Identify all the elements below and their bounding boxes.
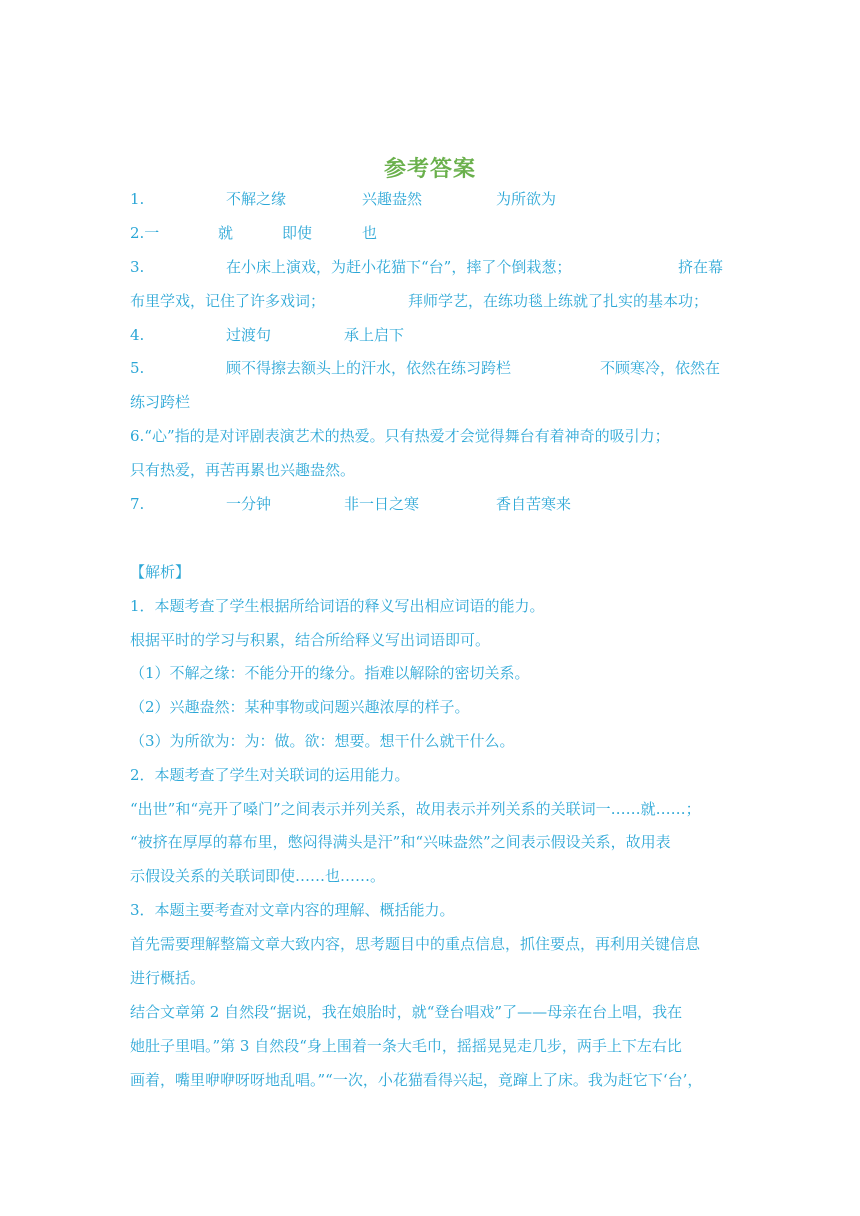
analysis-heading: 【解析】 [130,563,191,581]
analysis-line: “被挤在厚厚的幕布里，憋闷得满头是汗”和“兴味盎然”之间表示假设关系，故用表 [130,833,671,851]
answer-text: 一分钟 [226,495,272,513]
answer-text: 过渡句 [226,326,272,344]
analysis-line: 3．本题主要考查对文章内容的理解、概括能力。 [130,901,455,919]
answer-text: 拜师学艺，在练功毯上练就了扎实的基本功； [408,292,709,310]
analysis-line: 画着，嘴里咿咿呀呀地乱唱。”“一次，小花猫看得兴起，竟蹿上了床。我为赶它下‘台’， [130,1071,703,1089]
answer-text: 即使 [282,224,313,242]
answer-text: 为所欲为 [496,190,557,208]
analysis-line: 她肚子里唱。”第 3 自然段“身上围着一条大毛巾，摇摇晃晃走几步，两手上下左右比 [130,1037,682,1055]
answer-text: 6.“心”指的是对评剧表演艺术的热爱。只有热爱才会觉得舞台有着神奇的吸引力； [130,427,670,445]
answer-text: 也 [362,224,378,242]
answer-text: 承上启下 [344,326,405,344]
answer-text: 兴趣盎然 [362,190,423,208]
analysis-line: 示假设关系的关联词即使……也……。 [130,867,386,885]
answer-text: 不解之缘 [226,190,287,208]
analysis-line: 根据平时的学习与积累，结合所给释义写出词语即可。 [130,631,491,649]
analysis-line: 首先需要理解整篇文章大致内容，思考题目中的重点信息，抓住要点，再利用关键信息 [130,935,701,953]
analysis-line: （1）不解之缘：不能分开的缘分。指难以解除的密切关系。 [130,664,530,682]
analysis-line: 2．本题考查了学生对关联词的运用能力。 [130,766,410,784]
analysis-line: 进行概括。 [130,969,206,987]
answer-text: 非一日之寒 [344,495,420,513]
answer-text: 练习跨栏 [130,393,191,411]
answer-number: 3. [130,258,145,276]
answer-text: 不顾寒冷，依然在 [600,359,721,377]
answer-text: 就 [218,224,234,242]
answer-text: 顾不得擦去额头上的汗水，依然在练习跨栏 [226,359,512,377]
analysis-line: （2）兴趣盎然：某种事物或问题兴趣浓厚的样子。 [130,698,470,716]
answer-number: 7. [130,495,145,513]
answer-text: 只有热爱，再苦再累也兴趣盎然。 [130,461,356,479]
analysis-line: （3）为所欲为：为：做。欲：想要。想干什么就干什么。 [130,732,515,750]
analysis-line: 1．本题考查了学生根据所给词语的释义写出相应词语的能力。 [130,597,545,615]
answer-text: 挤在幕 [678,258,724,276]
answer-number: 5. [130,359,145,377]
answer-text: 在小床上演戏，为赶小花猫下“台”，摔了个倒栽葱； [226,258,572,276]
answer-text: 布里学戏，记住了许多戏词； [130,292,326,310]
answer-text: 香自苦寒来 [496,495,572,513]
answer-number: 1. [130,190,145,208]
answer-number: 4. [130,326,145,344]
analysis-line: 结合文章第 2 自然段“据说，我在娘胎时，就“登台唱戏”了——母亲在台上唱，我在 [130,1003,683,1021]
page-title: 参考答案 [383,156,476,182]
answer-number: 2.一 [130,224,160,242]
analysis-line: “出世”和“亮开了嗓门”之间表示并列关系，故用表示并列关系的关联词一……就……； [130,800,701,818]
